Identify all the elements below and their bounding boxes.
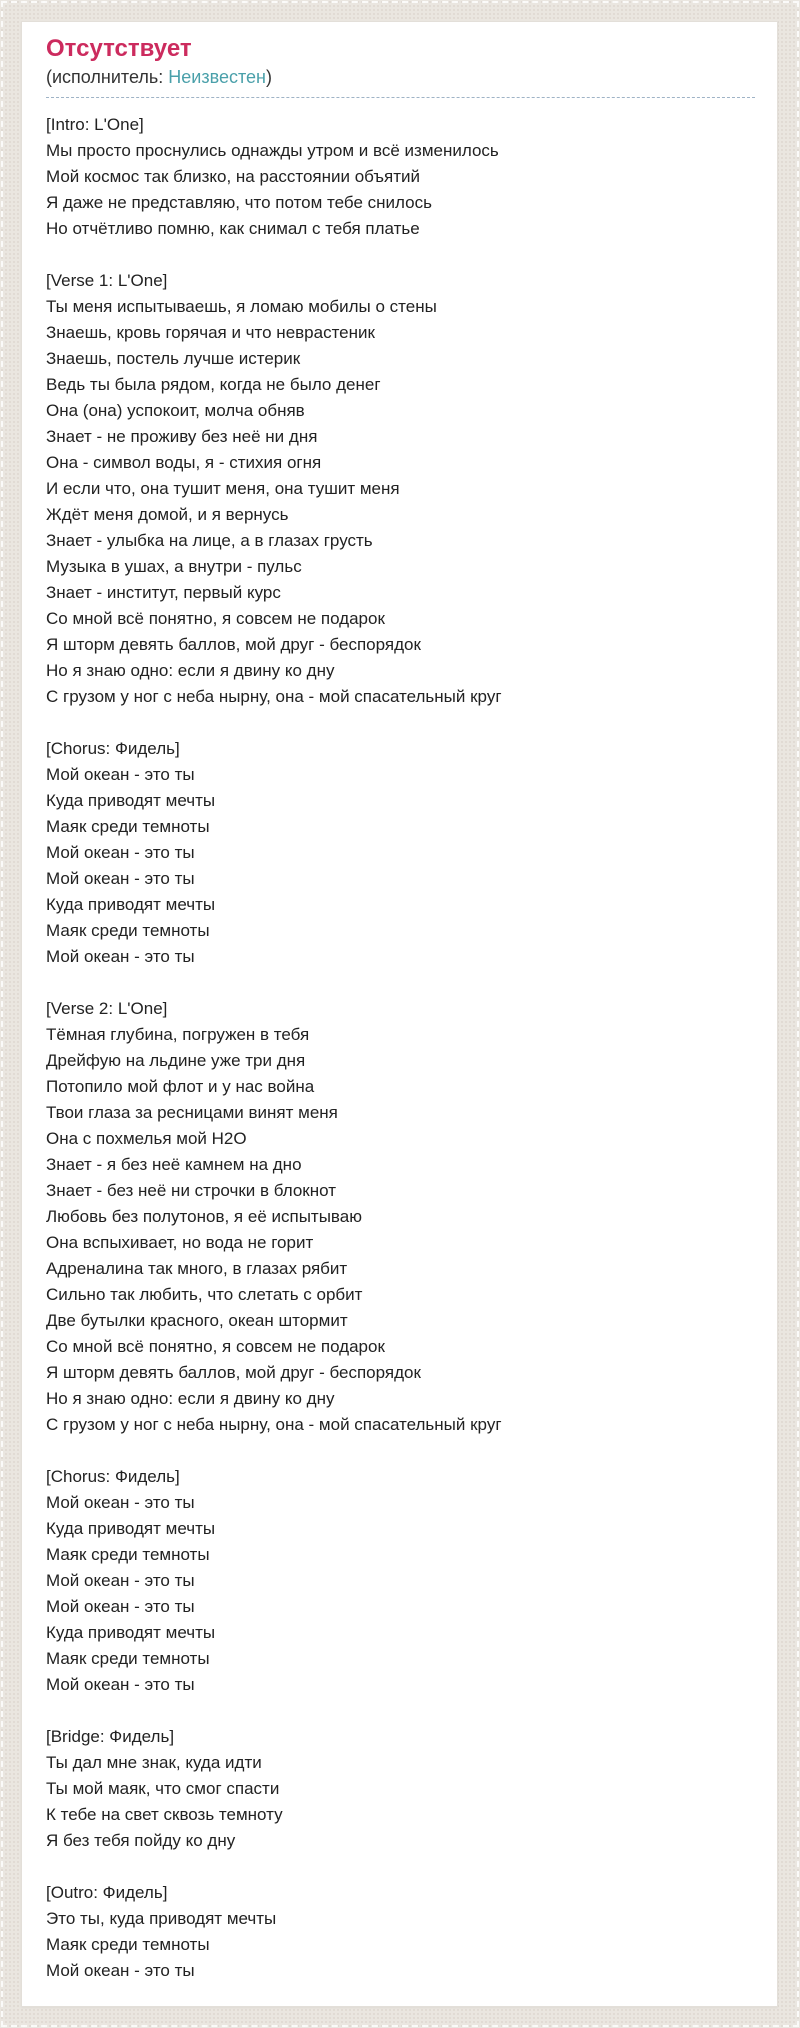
- lyric-line: Сильно так любить, что слетать с орбит: [46, 1285, 363, 1304]
- lyric-line: Мой океан - это ты: [46, 1675, 195, 1694]
- lyrics-section: [46, 996, 755, 1438]
- lyric-line: Знаешь, постель лучше истерик: [46, 349, 301, 368]
- lyric-line: Мой океан - это ты: [46, 1493, 195, 1512]
- lyric-line: Со мной всё понятно, я совсем не подарок: [46, 1337, 385, 1356]
- lyric-line: Ведь ты была рядом, когда не было денег: [46, 375, 381, 394]
- lyric-line: Куда приводят мечты: [46, 791, 216, 810]
- lyric-line: Она вспыхивает, но вода не горит: [46, 1233, 314, 1252]
- lyric-line: Адреналина так много, в глазах рябит: [46, 1259, 348, 1278]
- lyric-line: Знает - я без неё камнем на дно: [46, 1155, 302, 1174]
- section-header: [Verse 2: L'One]: [46, 999, 168, 1018]
- lyric-line: И если что, она тушит меня, она тушит меня: [46, 479, 400, 498]
- section-header: [Intro: L'One]: [46, 115, 144, 134]
- lyric-line: Но я знаю одно: если я двину ко дну: [46, 1389, 335, 1408]
- lyric-line: Мой океан - это ты: [46, 869, 195, 888]
- section-header: [Chorus: Фидель]: [46, 1467, 180, 1486]
- lyric-line: С грузом у ног с неба нырну, она - мой спасательный круг: [46, 1415, 502, 1434]
- lyric-line: Это ты, куда приводят мечты: [46, 1909, 277, 1928]
- artist-line: [46, 66, 755, 98]
- lyric-line: Мой океан - это ты: [46, 765, 195, 784]
- lyric-line: Мой океан - это ты: [46, 1597, 195, 1616]
- lyric-line: Но отчётливо помню, как снимал с тебя платье: [46, 219, 420, 238]
- lyric-line: Куда приводят мечты: [46, 895, 216, 914]
- lyric-line: Музыка в ушах, а внутри - пульс: [46, 557, 302, 576]
- lyric-line: Маяк среди темноты: [46, 1935, 210, 1954]
- lyric-line: Знаешь, кровь горячая и что неврастеник: [46, 323, 375, 342]
- section-header: [Outro: Фидель]: [46, 1883, 168, 1902]
- lyric-line: Мой океан - это ты: [46, 843, 195, 862]
- lyric-line: Знает - улыбка на лице, а в глазах грусть: [46, 531, 373, 550]
- lyric-line: Ждёт меня домой, и я вернусь: [46, 505, 289, 524]
- lyric-line: Мой океан - это ты: [46, 1571, 195, 1590]
- lyric-line: Со мной всё понятно, я совсем не подарок: [46, 609, 385, 628]
- lyric-line: Твои глаза за ресницами винят меня: [46, 1103, 338, 1122]
- lyrics-text: [46, 112, 755, 1984]
- lyric-line: Она с похмелья мой H2O: [46, 1129, 247, 1148]
- lyric-line: Куда приводят мечты: [46, 1623, 216, 1642]
- lyric-line: Мой космос так близко, на расстоянии объятий: [46, 167, 420, 186]
- lyric-line: Маяк среди темноты: [46, 817, 210, 836]
- lyric-line: Маяк среди темноты: [46, 1649, 210, 1668]
- lyric-line: Любовь без полутонов, я её испытываю: [46, 1207, 362, 1226]
- lyric-line: Я даже не представляю, что потом тебе снилось: [46, 193, 432, 212]
- song-title: Отсутствует: [46, 35, 192, 62]
- lyric-line: Я шторм девять баллов, мой друг - беспорядок: [46, 635, 421, 654]
- lyric-line: Знает - без неё ни строчки в блокнот: [46, 1181, 336, 1200]
- section-header: [Verse 1: L'One]: [46, 271, 168, 290]
- lyrics-section: [46, 1880, 755, 1984]
- lyric-line: Куда приводят мечты: [46, 1519, 216, 1538]
- lyric-line: Мы просто проснулись однажды утром и всё изменилось: [46, 141, 499, 160]
- lyric-line: Но я знаю одно: если я двину ко дну: [46, 661, 335, 680]
- lyric-line: Дрейфую на льдине уже три дня: [46, 1051, 306, 1070]
- lyric-line: Маяк среди темноты: [46, 921, 210, 940]
- lyric-line: Две бутылки красного, океан штормит: [46, 1311, 348, 1330]
- lyric-line: Мой океан - это ты: [46, 1961, 195, 1980]
- lyric-line: Ты дал мне знак, куда идти: [46, 1753, 262, 1772]
- artist-label-suffix: ): [265, 67, 272, 87]
- lyric-line: Мой океан - это ты: [46, 947, 195, 966]
- lyric-line: Тёмная глубина, погружен в тебя: [46, 1025, 310, 1044]
- lyric-line: Маяк среди темноты: [46, 1545, 210, 1564]
- lyrics-section: [46, 1464, 755, 1698]
- lyric-line: Она (она) успокоит, молча обняв: [46, 401, 305, 420]
- lyric-line: Она - символ воды, я - стихия огня: [46, 453, 322, 472]
- lyrics-section: [46, 1724, 755, 1854]
- artist-link[interactable]: Неизвестен: [168, 67, 266, 87]
- lyric-line: Я без тебя пойду ко дну: [46, 1831, 236, 1850]
- lyrics-section: [46, 112, 755, 242]
- lyric-line: Знает - институт, первый курс: [46, 583, 281, 602]
- lyric-line: С грузом у ног с неба нырну, она - мой спасательный круг: [46, 687, 502, 706]
- lyrics-section: [46, 736, 755, 970]
- lyric-line: К тебе на свет сквозь темноту: [46, 1805, 283, 1824]
- lyrics-card: [21, 21, 778, 2007]
- section-header: [Bridge: Фидель]: [46, 1727, 175, 1746]
- artist-label-prefix: (исполнитель:: [46, 67, 164, 87]
- lyric-line: Я шторм девять баллов, мой друг - беспорядок: [46, 1363, 421, 1382]
- lyric-line: Ты меня испытываешь, я ломаю мобилы о стены: [46, 297, 437, 316]
- lyric-line: Знает - не проживу без неё ни дня: [46, 427, 318, 446]
- lyrics-section: [46, 268, 755, 710]
- lyric-line: Ты мой маяк, что смог спасти: [46, 1779, 280, 1798]
- lyric-line: Потопило мой флот и у нас война: [46, 1077, 315, 1096]
- section-header: [Chorus: Фидель]: [46, 739, 180, 758]
